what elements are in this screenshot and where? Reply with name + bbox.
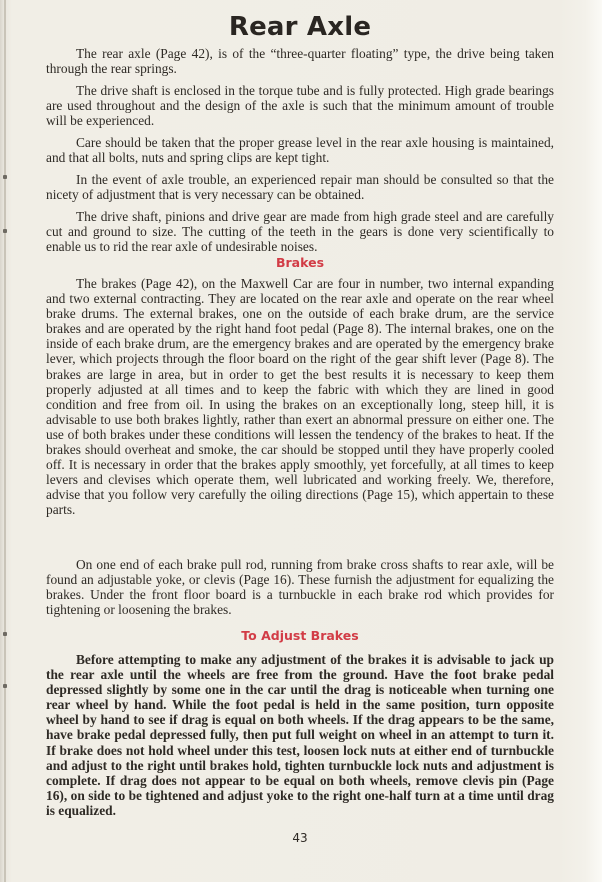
section-heading-adjust-brakes: To Adjust Brakes	[241, 628, 359, 643]
rear-axle-paragraph: In the event of axle trouble, an experienced repair man should be consulted so that the nicety of adjustment that is very necessary can be obtained.	[46, 172, 554, 203]
binding-staple-mark	[3, 632, 7, 636]
brakes-paragraph: On one end of each brake pull rod, running from brake cross shafts to rear axle, will be found an adjustable yoke, or clevis (Page 16). These furnish the adjustment for equalizing the brakes. Under the front floor board is a turnbuckle in each brake rod which provides for tightening or loosening the brakes.	[46, 557, 554, 618]
page-number: 43	[292, 831, 308, 845]
rear-axle-paragraph: Care should be taken that the proper grease level in the rear axle housing is maintained, and that all bolts, nuts and spring clips are kept tight.	[46, 135, 554, 166]
binding-staple-mark	[3, 175, 7, 179]
rear-axle-paragraph: The drive shaft, pinions and drive gear are made from high grade steel and are carefully cut and ground to size. The cutting of the teeth in the gears is done very scientifically to enable us to rid the rear axle of undesirable noises.	[46, 209, 554, 255]
section-heading-brakes: Brakes	[275, 255, 325, 270]
adjust-brakes-paragraph: Before attempting to make any adjustment of the brakes it is advisable to jack up the rear axle until the wheels are free from the ground. Have the foot brake pedal depressed slightly by some one in the car until the drag is noticeable when turning one rear wheel by hand. While the foot pedal is held in the same position, turn opposite wheel by hand to see if drag is equal on both wheels. If the drag appears to be the same, have brake pedal depressed fully, then put full weight on wheel in an attempt to turn it. If brake does not hold wheel under this test, loosen lock nuts at either end of turnbuckle and adjust to the right until brakes hold, tighten turnbuckle lock nuts and adjustment is complete. If drag does not appear to be equal on both wheels, remove clevis pin (Page 16), on side to be tightened and adjust yoke to the right one-half turn at a time until drag is equalized.	[46, 652, 554, 818]
rear-axle-paragraph: The rear axle (Page 42), is of the “three-quarter floating” type, the drive being taken through the rear springs.	[46, 46, 554, 77]
brakes-paragraph: The brakes (Page 42), on the Maxwell Car are four in number, two internal expanding and two external contracting. They are located on the rear axle and operate on the rear wheel brake drums. The external brakes, one on the outside of each brake drum, are the service brakes and are operated by the right hand foot pedal (Page 8). The internal brakes, one on the inside of each brake drum, are the emergency brakes and are operated by the emergency brake lever, which projects through the floor board on the right of the gear shift lever (Page 8). The brakes are large in area, but in order to get the best results it is necessary to keep them properly adjusted at all times and to keep the fabric with which they are lined in good condition and free from oil. In using the brakes on an exceptionally long, steep hill, it is advisable to use both brakes lightly, rather than exert an abnormal pressure on either one. The use of both brakes under these conditions will lessen the tendency of the brakes to heat. If the brakes should overheat and smoke, the car should be stopped until they have properly cooled off. It is necessary in order that the brakes apply smoothly, yet forcefully, at all times to keep levers and clevises which operate them, well lubricated and working freely. We, therefore, advise that you follow very carefully the oiling directions (Page 15), which appertain to these parts.	[46, 276, 554, 518]
page-title: Rear Axle	[228, 12, 372, 42]
rear-axle-paragraph: The drive shaft is enclosed in the torque tube and is fully protected. High grade bearings are used throughout and the design of the axle is such that the minimum amount of trouble will be experienced.	[46, 83, 554, 129]
binding-staple-mark	[3, 229, 7, 233]
binding-staple-mark	[3, 684, 7, 688]
binding-edge	[4, 0, 6, 882]
